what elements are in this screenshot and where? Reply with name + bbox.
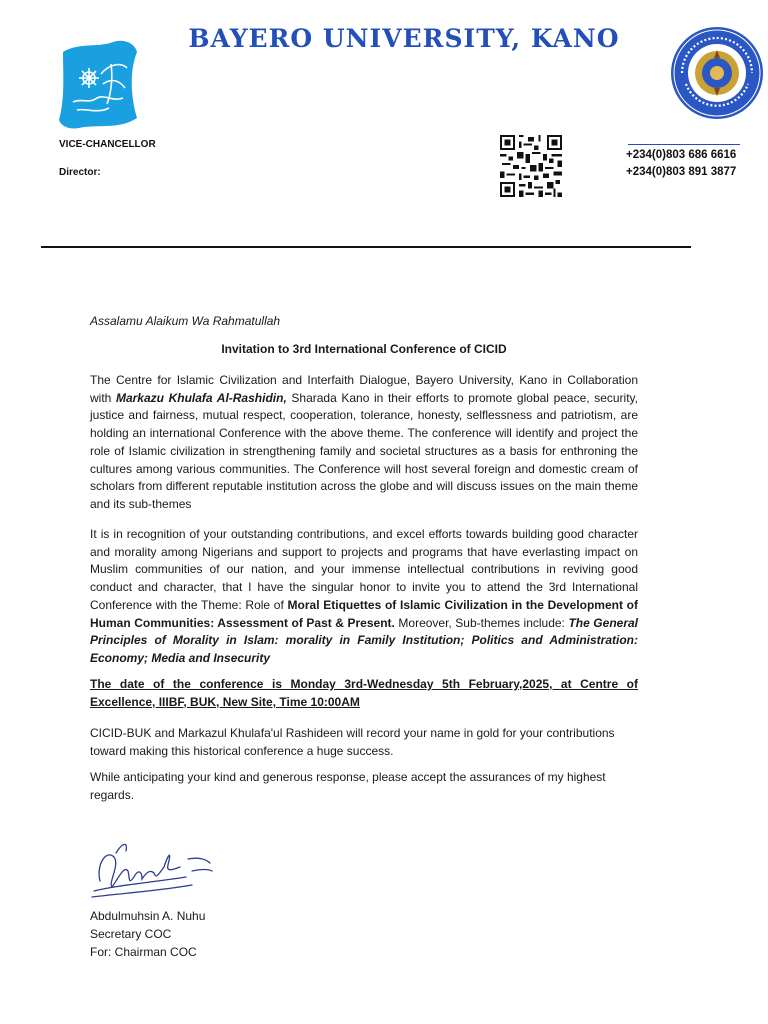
para1-text-c: Sharada Kano in their efforts to promote global peace, security, justice and fairness, mutual respect, cooperation, tolerance, honesty, selflessness and patriotism, are holding an international Conference with the above theme. The conference will identify and project the role of Islamic civilization in strengthening family and societal structures as a basis for enthroning the cultures among various communities. The Conference will host several foreign and domestic cream of scholars from different reputable institution across the globe and will discuss issues on the main theme and its sub-themes [90, 390, 639, 511]
para2-text-c: Moreover, Sub-themes include: [394, 615, 569, 630]
paragraph-recognition: CICID-BUK and Markazul Khulafa'ul Rashideen will record your name in gold for your contributions toward making this historical conference a huge success. [90, 726, 615, 758]
cicid-seal-icon [670, 26, 764, 120]
para2-theme: Moral Etiquettes of Islamic Civilization in the Development of Human Communities: Assessment of Past & Present. [90, 597, 638, 630]
handwritten-signature-icon [88, 835, 216, 907]
conference-date: The date of the conference is Monday 3rd-Wednesday 5th February,2025, at Centre of Excellence, IIIBF, BUK, New Site, Time 10:00AM [90, 677, 638, 709]
phone-number-2: +234(0)803 891 3877 [626, 166, 737, 178]
signatory-name: Abdulmuhsin A. Nuhu [90, 909, 206, 923]
greeting: Assalamu Alaikum Wa Rahmatullah [90, 314, 281, 328]
university-logo-icon [57, 38, 139, 130]
para1-text-a: The Centre for Islamic Civilization and Interfaith Dialogue, Bayero University, Kano in Collaboration with [90, 373, 638, 405]
director-label: Director: [59, 167, 101, 178]
para1-partner-name: Markazu Khulafa Al-Rashidin, [115, 390, 287, 405]
phone-number-1: +234(0)803 686 6616 [626, 149, 737, 161]
phone-divider [628, 144, 740, 145]
vice-chancellor-label: VICE-CHANCELLOR [59, 139, 156, 150]
letter-heading: Invitation to 3rd International Conference of CICID [221, 342, 507, 356]
university-title: BAYERO UNIVERSITY, KANO [188, 24, 620, 53]
para2-subthemes: The General Principles of Morality in Islam: morality in Family Institution; Politics and Administration: Economy; Media and Insecurity [90, 615, 638, 665]
signatory-role: Secretary COC [90, 927, 172, 941]
header-divider [41, 246, 691, 248]
qr-code-icon [500, 133, 562, 199]
paragraph-invitation [90, 526, 638, 668]
signatory-for: For: Chairman COC [90, 945, 197, 959]
para2-text-a: It is in recognition of your outstanding contributions, and excel efforts towards building good character and morality among Nigerians and support to projects and programs that have everlasting impact on Muslim communities of our nation, and your immense intellectual contributions in reviving good conduct and character, that I have the singular honor to invite you to attend the 3rd International Conference with the Theme: Role of [90, 527, 638, 612]
paragraph-introduction [90, 372, 638, 514]
paragraph-closing: While anticipating your kind and generous response, please accept the assurances of my highest regards. [90, 770, 606, 802]
